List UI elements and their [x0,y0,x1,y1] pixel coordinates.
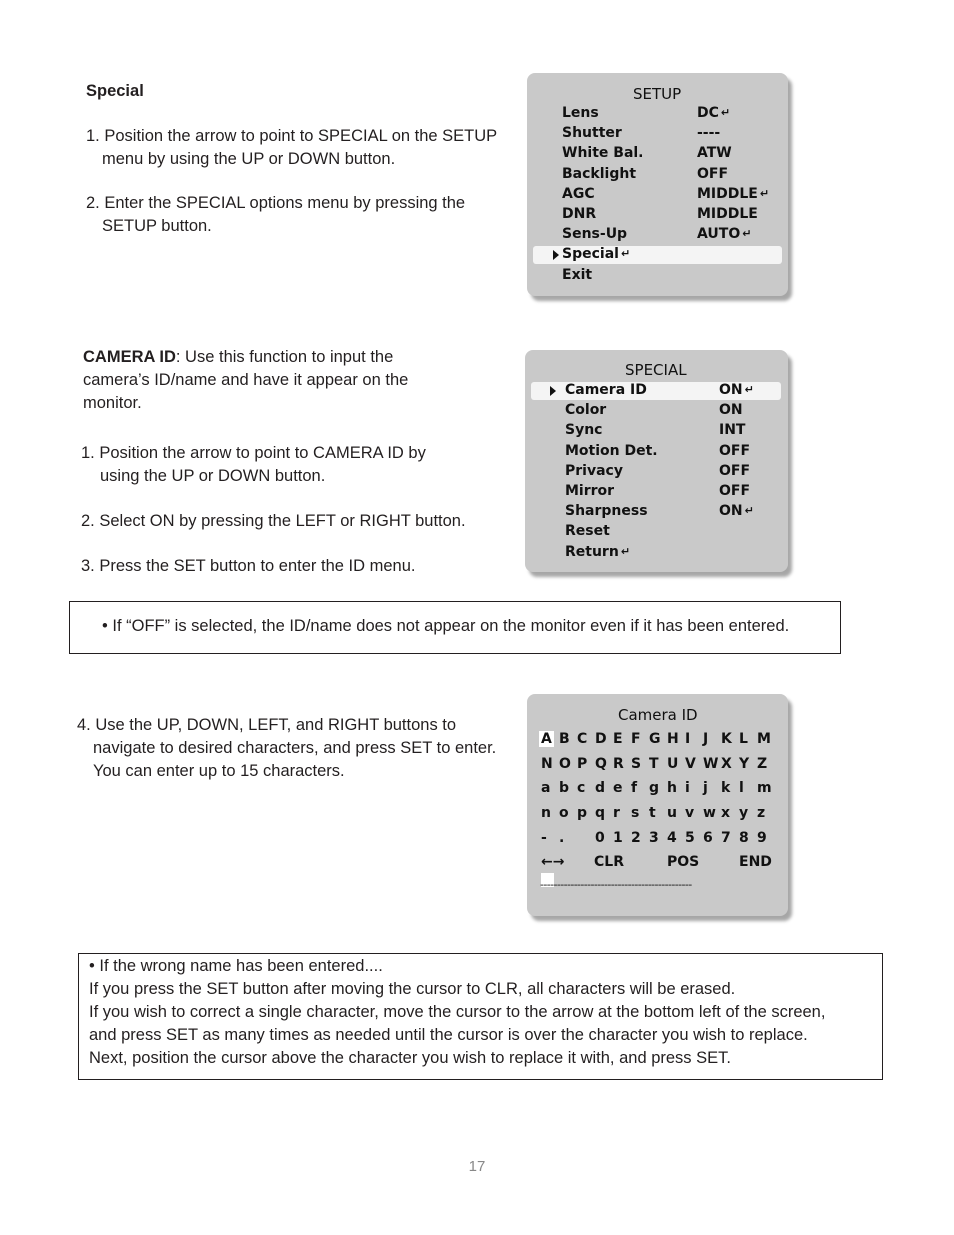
char-key[interactable]: r [613,805,620,822]
char-key[interactable]: N [541,755,553,772]
id-input-underline: --------------------------------------------- [540,878,692,891]
char-key[interactable]: E [613,731,623,747]
char-key[interactable]: i [685,780,690,797]
char-key[interactable]: a [541,780,551,797]
char-key[interactable]: S [631,755,642,772]
special-menu-title: SPECIAL [625,361,687,379]
clr-key[interactable]: CLR [594,854,624,870]
setup-row-white-bal[interactable] [533,145,782,163]
menu-item-label: Backlight [562,165,637,182]
char-key[interactable]: K [721,731,732,747]
note2-line2: If you press the SET button after moving the cursor to CLR, all characters will be erased. [89,980,736,998]
char-key[interactable]: L [739,731,748,747]
char-key[interactable]: s [631,805,640,822]
char-key[interactable]: k [721,780,731,797]
menu-item-value: ON ↵ [719,382,754,398]
char-key[interactable]: 0 [595,829,605,846]
note-off-box [69,601,841,654]
special-step2-line1: 2. Enter the SPECIAL options menu by pressing the [86,194,466,212]
special-heading: Special [86,82,144,100]
camera-id-heading: CAMERA ID [83,348,176,366]
char-key[interactable]: - [541,829,547,846]
char-key[interactable]: W [703,755,719,772]
menu-item-value: ON [719,402,743,419]
camera-id-step1 [81,442,426,488]
menu-item-label: Reset [565,523,610,540]
char-key[interactable]: U [667,755,679,772]
menu-item-value: MIDDLE ↵ [697,185,770,202]
menu-item-label: White Bal. [562,145,644,162]
char-key[interactable]: o [559,805,569,822]
camera-id-step1-line2: using the UP or DOWN button. [100,467,326,485]
enter-icon: ↵ [744,504,754,518]
char-key[interactable]: x [721,805,731,822]
char-key[interactable]: v [685,805,695,822]
char-key[interactable]: 5 [685,829,695,846]
setup-row-backlight[interactable] [533,166,782,184]
setup-row-exit[interactable] [533,267,782,285]
camera-id-intro [83,346,503,415]
camera-id-intro-line2: camera’s ID/name and have it appear on the [83,371,409,389]
special-row-privacy[interactable] [531,463,781,481]
char-key[interactable]: g [649,780,660,797]
keyboard-row [541,756,773,776]
camera-id-intro-rest: : Use this function to input the [175,348,394,366]
menu-item-label: Exit [562,266,593,283]
enter-icon: ↵ [620,544,631,558]
char-key[interactable]: t [649,805,656,822]
char-key[interactable]: G [649,731,661,747]
note-wrong-name-box [78,953,883,1080]
special-row-motion-det[interactable] [531,443,781,461]
cursor-arrows[interactable]: ←→ [541,854,565,870]
char-key[interactable]: f [631,780,638,797]
char-key[interactable]: 4 [667,829,677,846]
menu-item-label: Mirror [565,483,615,499]
char-key[interactable]: T [649,755,659,772]
char-key[interactable]: V [685,755,696,772]
char-key[interactable]: w [703,805,716,822]
menu-item-value: ATW [697,145,732,162]
note2-line4: and press SET as many times as needed until the cursor is over the character you wish to replace. [89,1026,808,1044]
setup-menu-panel [527,73,788,296]
step4 [77,714,496,783]
special-step1-line1: 1. Position the arrow to point to SPECIAL on the SETUP [86,127,498,145]
char-key[interactable]: u [667,805,677,822]
special-step2-line2: SETUP button. [102,217,212,235]
special-row-mirror[interactable] [531,483,781,501]
note2-line1: • If the wrong name has been entered.... [89,957,383,975]
char-key[interactable]: Z [757,755,768,772]
char-key[interactable]: d [595,780,606,797]
menu-item-value: ---- [697,125,721,142]
special-step1-line2: menu by using the UP or DOWN button. [102,150,396,168]
menu-item-label: Shutter [562,125,622,142]
menu-item-label: Privacy [565,462,623,479]
menu-item-value: OFF [697,165,729,182]
camera-id-intro-line3: monitor. [83,394,142,412]
char-key[interactable]: D [595,731,607,747]
menu-item-label: Sens-Up [562,226,628,243]
menu-item-label: DNR [562,206,597,222]
special-row-sync[interactable] [531,422,781,440]
char-key[interactable]: J [703,731,709,747]
enter-icon: ↵ [759,186,770,200]
menu-item-value: OFF [719,483,751,499]
page-number: 17 [468,1158,486,1175]
char-key[interactable]: l [739,780,744,797]
special-row-sharpness[interactable] [531,503,781,521]
setup-row-agc[interactable] [533,186,782,204]
char-key[interactable]: Q [595,755,607,772]
menu-item-label: Sharpness [565,503,648,520]
special-row-color[interactable] [531,402,781,420]
menu-item-label: Special ↵ [562,246,631,263]
note-off-text: • If “OFF” is selected, the ID/name does not appear on the monitor even if it has been entered. [102,617,790,635]
menu-item-label: AGC [562,185,595,202]
menu-item-label: Camera ID [565,382,647,398]
special-row-return[interactable] [531,544,781,562]
char-key[interactable]: e [613,780,623,797]
note2-line3: If you wish to correct a single character, move the cursor to the arrow at the bottom left of the screen, [89,1003,826,1021]
menu-item-value: DC ↵ [697,105,731,121]
camera-id-menu-title: Camera ID [618,706,698,724]
keyboard-row [541,805,773,825]
char-key[interactable]: p [577,805,588,822]
char-key[interactable]: 3 [649,829,659,846]
keyboard-row [541,780,773,800]
selection-arrow-icon [550,386,556,396]
special-menu-panel [525,350,788,572]
char-key[interactable]: 2 [631,829,641,846]
keyboard-row [541,830,773,850]
setup-row-shutter[interactable] [533,125,782,143]
char-key[interactable]: b [559,780,570,797]
special-row-reset[interactable] [531,523,781,541]
char-key[interactable]: z [757,805,766,822]
char-key[interactable]: I [685,731,691,747]
pos-key[interactable]: POS [667,854,700,870]
camera-id-step1-line1: 1. Position the arrow to point to CAMERA ID by [81,444,426,462]
char-key[interactable]: P [577,755,588,772]
end-key[interactable]: END [739,854,772,870]
enter-icon: ↵ [744,383,754,396]
char-key[interactable]: Y [739,755,750,772]
menu-item-value: OFF [719,442,751,459]
menu-item-label: Lens [562,105,599,121]
char-key[interactable]: O [559,755,571,772]
char-key[interactable]: B [559,731,570,747]
camera-id-step2: 2. Select ON by pressing the LEFT or RIGHT button. [81,512,466,530]
menu-item-label: Motion Det. [565,442,658,459]
note2-line5: Next, position the cursor above the character you wish to replace it with, and press SET. [89,1049,731,1067]
setup-row-special[interactable] [533,246,782,264]
special-step1 [86,125,497,171]
enter-icon: ↵ [742,227,752,241]
menu-item-value: ON ↵ [719,503,754,520]
char-key[interactable]: 8 [739,829,749,846]
menu-item-value: MIDDLE [697,206,758,222]
enter-icon: ↵ [620,247,631,261]
menu-item-value: INT [719,422,746,439]
char-key[interactable]: R [613,755,624,772]
char-key[interactable]: q [595,805,606,822]
menu-item-value: OFF [719,462,751,479]
camera-id-menu-panel [527,694,788,916]
step4-line1: 4. Use the UP, DOWN, LEFT, and RIGHT buttons to [77,716,457,734]
special-row-camera-id[interactable] [531,382,781,400]
menu-item-label: Sync [565,422,603,439]
selection-arrow-icon [553,250,559,260]
char-key[interactable]: n [541,805,551,822]
char-key[interactable]: m [757,780,772,797]
setup-row-dnr[interactable] [533,206,782,224]
keyboard-function-row [541,854,773,874]
char-key[interactable]: 9 [757,829,767,846]
step4-line3: You can enter up to 15 characters. [93,762,345,780]
char-key[interactable]: X [721,755,732,772]
char-key[interactable]: h [667,780,677,797]
char-key[interactable]: y [739,805,749,822]
note-wrong-name-text [89,955,825,1070]
enter-icon: ↵ [720,106,731,119]
step4-line2: navigate to desired characters, and press SET to enter. [93,739,497,757]
setup-row-lens[interactable] [533,105,782,123]
char-key[interactable]: . [559,829,565,846]
setup-menu-title: SETUP [633,85,682,103]
keyboard-row [541,731,773,751]
char-key[interactable]: H [667,731,679,747]
camera-id-step3: 3. Press the SET button to enter the ID menu. [81,557,416,575]
char-key[interactable]: C [577,731,588,747]
menu-item-label: Color [565,402,607,419]
char-key[interactable]: 7 [721,829,731,846]
menu-item-label: Return ↵ [565,543,631,560]
char-key[interactable]: A [541,731,552,747]
menu-item-value: AUTO ↵ [697,226,752,243]
setup-row-sens-up[interactable] [533,226,782,244]
char-key[interactable]: 6 [703,829,713,846]
char-key[interactable]: M [757,731,771,747]
char-key[interactable]: 1 [613,829,623,846]
special-step2 [86,192,465,238]
char-key[interactable]: c [577,780,586,797]
char-key[interactable]: j [703,780,708,797]
char-key[interactable]: F [631,731,641,747]
